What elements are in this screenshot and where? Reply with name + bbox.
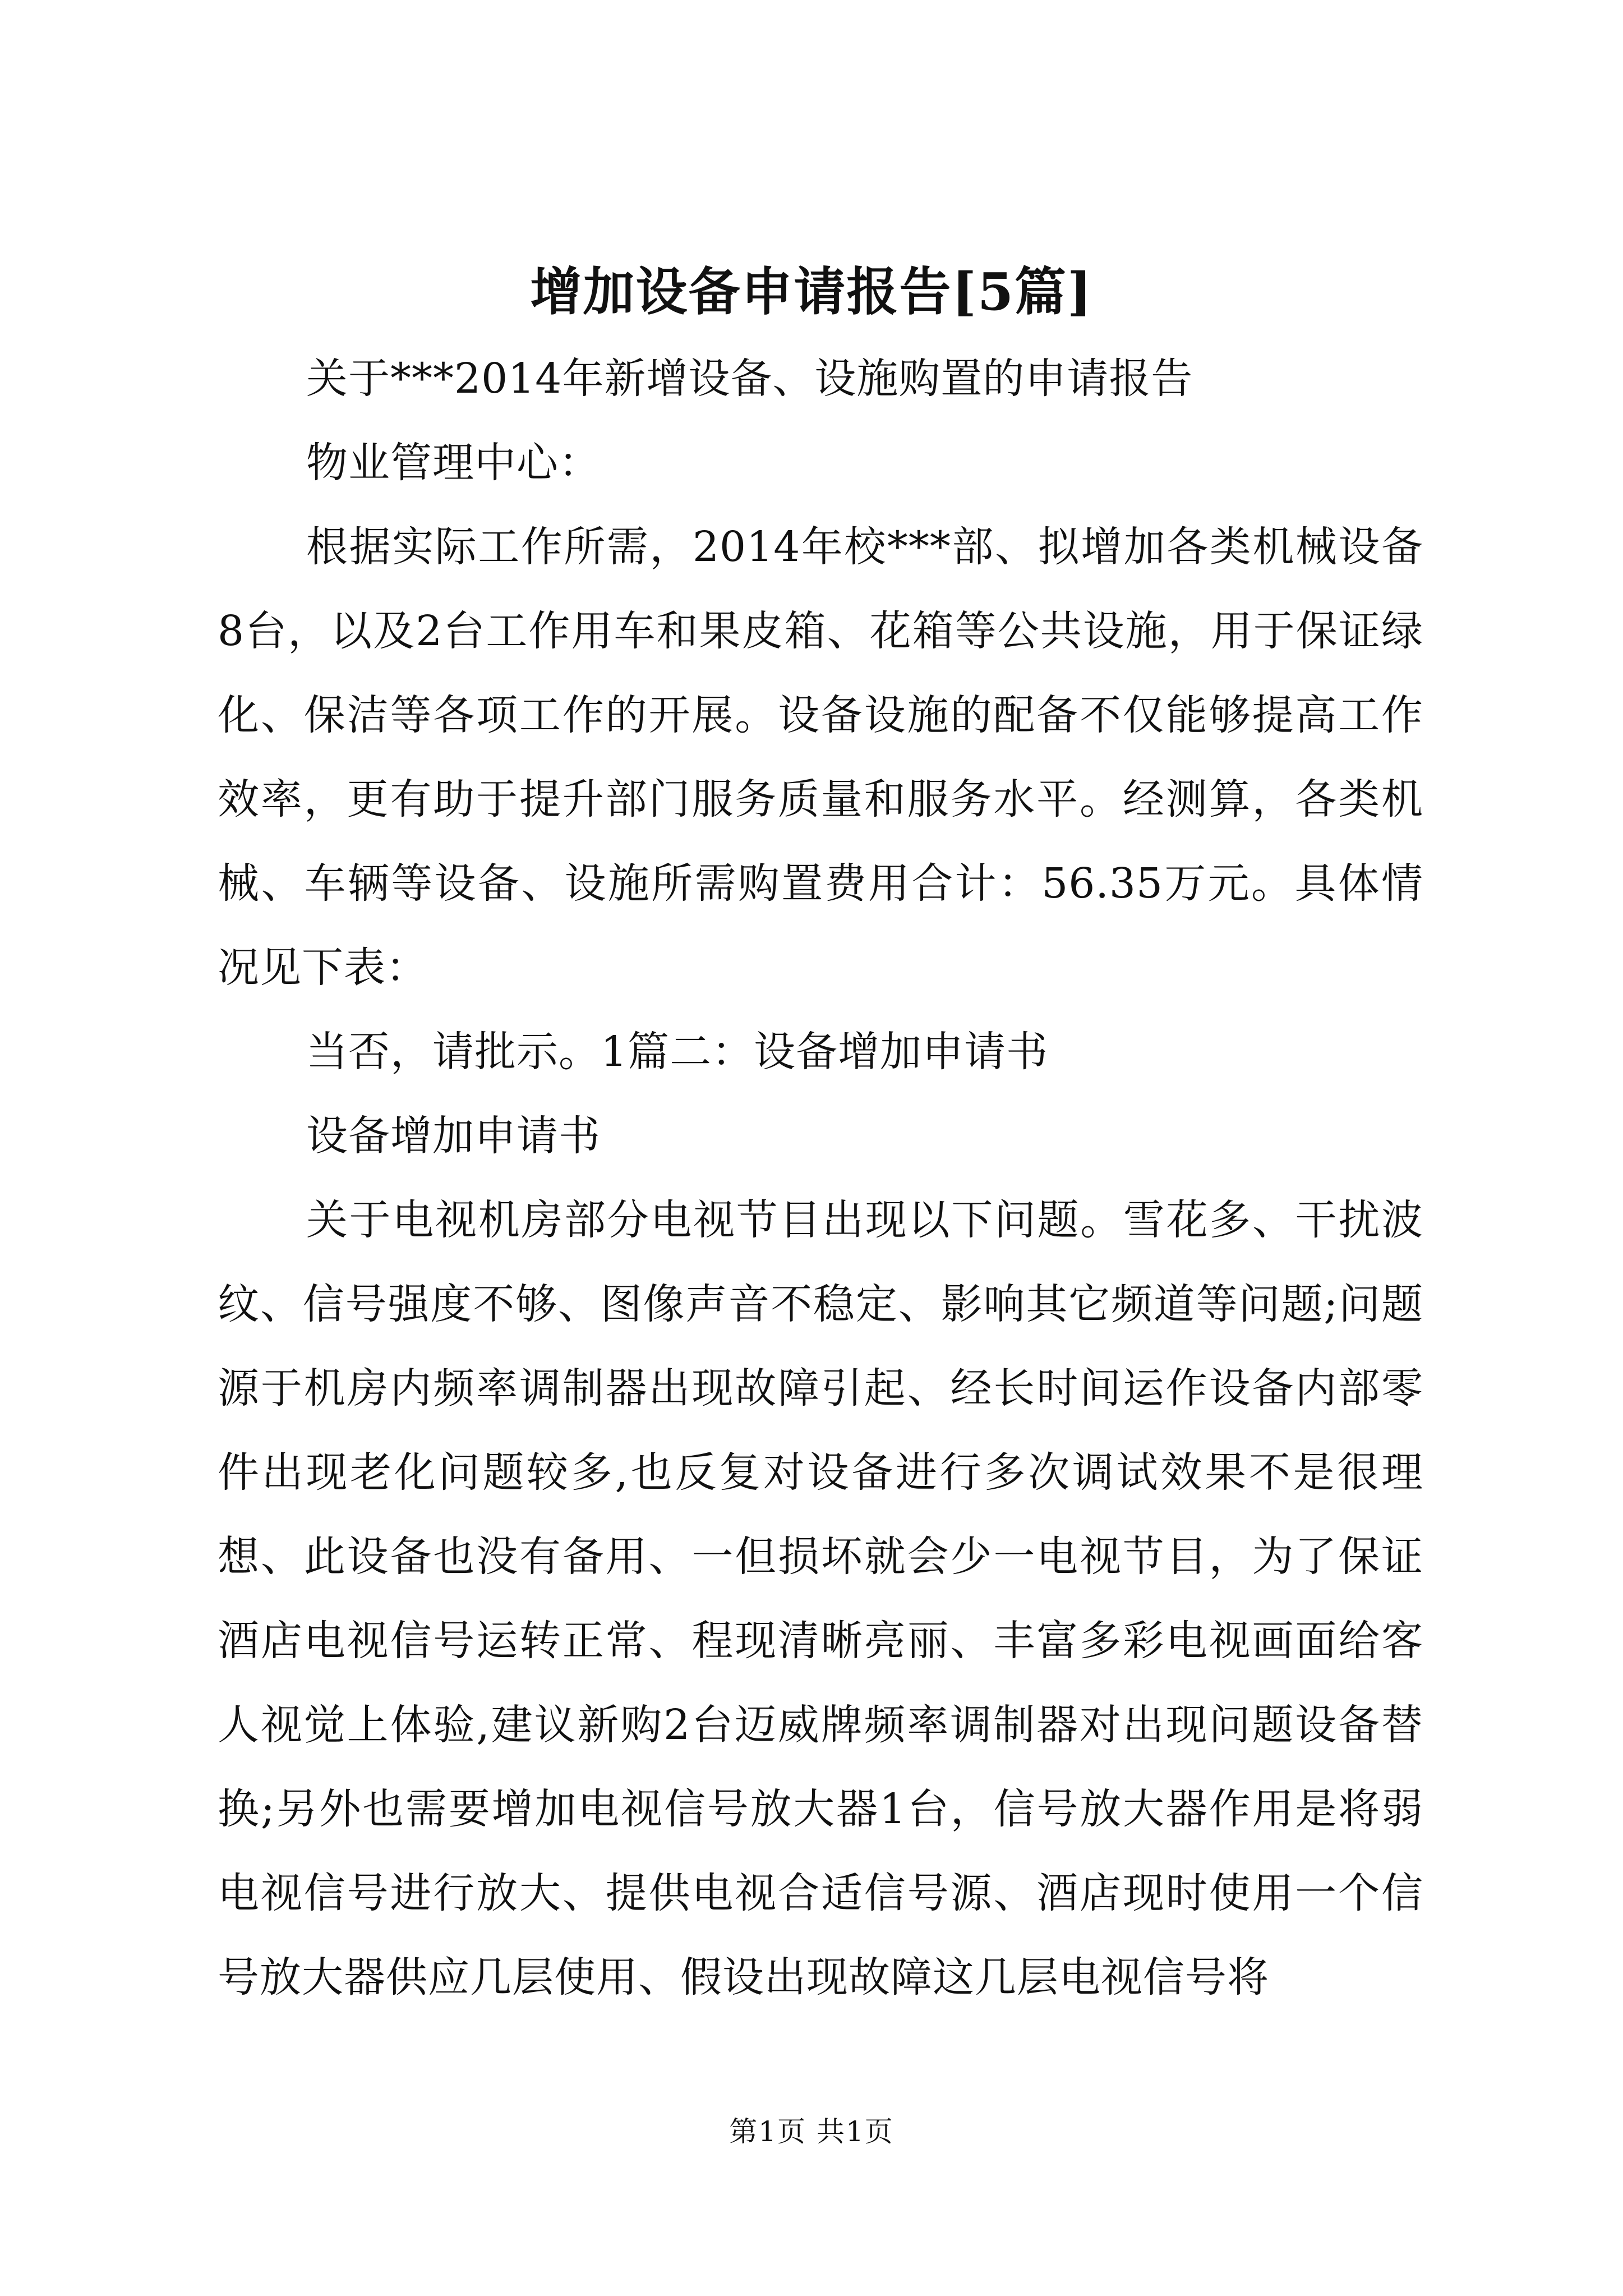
paragraph-section-heading: 设备增加申请书 xyxy=(306,1112,601,1160)
document-title: 增加设备申请报告[5篇] xyxy=(530,261,1093,322)
page-footer: 第1页 共1页 xyxy=(729,2115,894,2148)
paragraph-tv-equipment: 关于电视机房部分电视节目出现以下问题。雪花多、干扰波纹、信号强度不够、图像声音不稳定、影响其它频道等问题;问题源于机房内频率调制器出现故障引起、经长时间运作设备内部零件出现老化问题较多,也反复对设备进行多次调试效果不是很理想、此设备也没有备用、一但损坏就会少一电视节目，为了保证酒店电视信号运转正常、程现清晰亮丽、丰富多彩电视画面给客人视觉上体验,建议新购2台迈威牌频率调制器对出现问题设备替换;另外也需要增加电视信号放大器1台，信号放大器作用是将弱电视信号进行放大、提供电视合适信号源、酒店现时使用一个信号放大器供应几层使用、假设出现故障这几层电视信号将 xyxy=(218,1196,1423,2001)
document-body xyxy=(218,337,1423,2019)
paragraph-request-body: 根据实际工作所需，2014年校***部、拟增加各类机械设备8台，以及2台工作用车和果皮箱、花箱等公共设施，用于保证绿化、保洁等各项工作的开展。设备设施的配备不仅能够提高工作效率，更有助于提升部门服务质量和服务水平。经测算，各类机械、车辆等设备、设施所需购置费用合计：56.35万元。具体情况见下表： xyxy=(218,523,1423,992)
paragraph-subject: 关于***2014年新增设备、设施购置的申请报告 xyxy=(306,355,1193,403)
paragraph-closing: 当否，请批示。1篇二：设备增加申请书 xyxy=(306,1028,1049,1076)
paragraph-recipient: 物业管理中心： xyxy=(306,439,601,487)
